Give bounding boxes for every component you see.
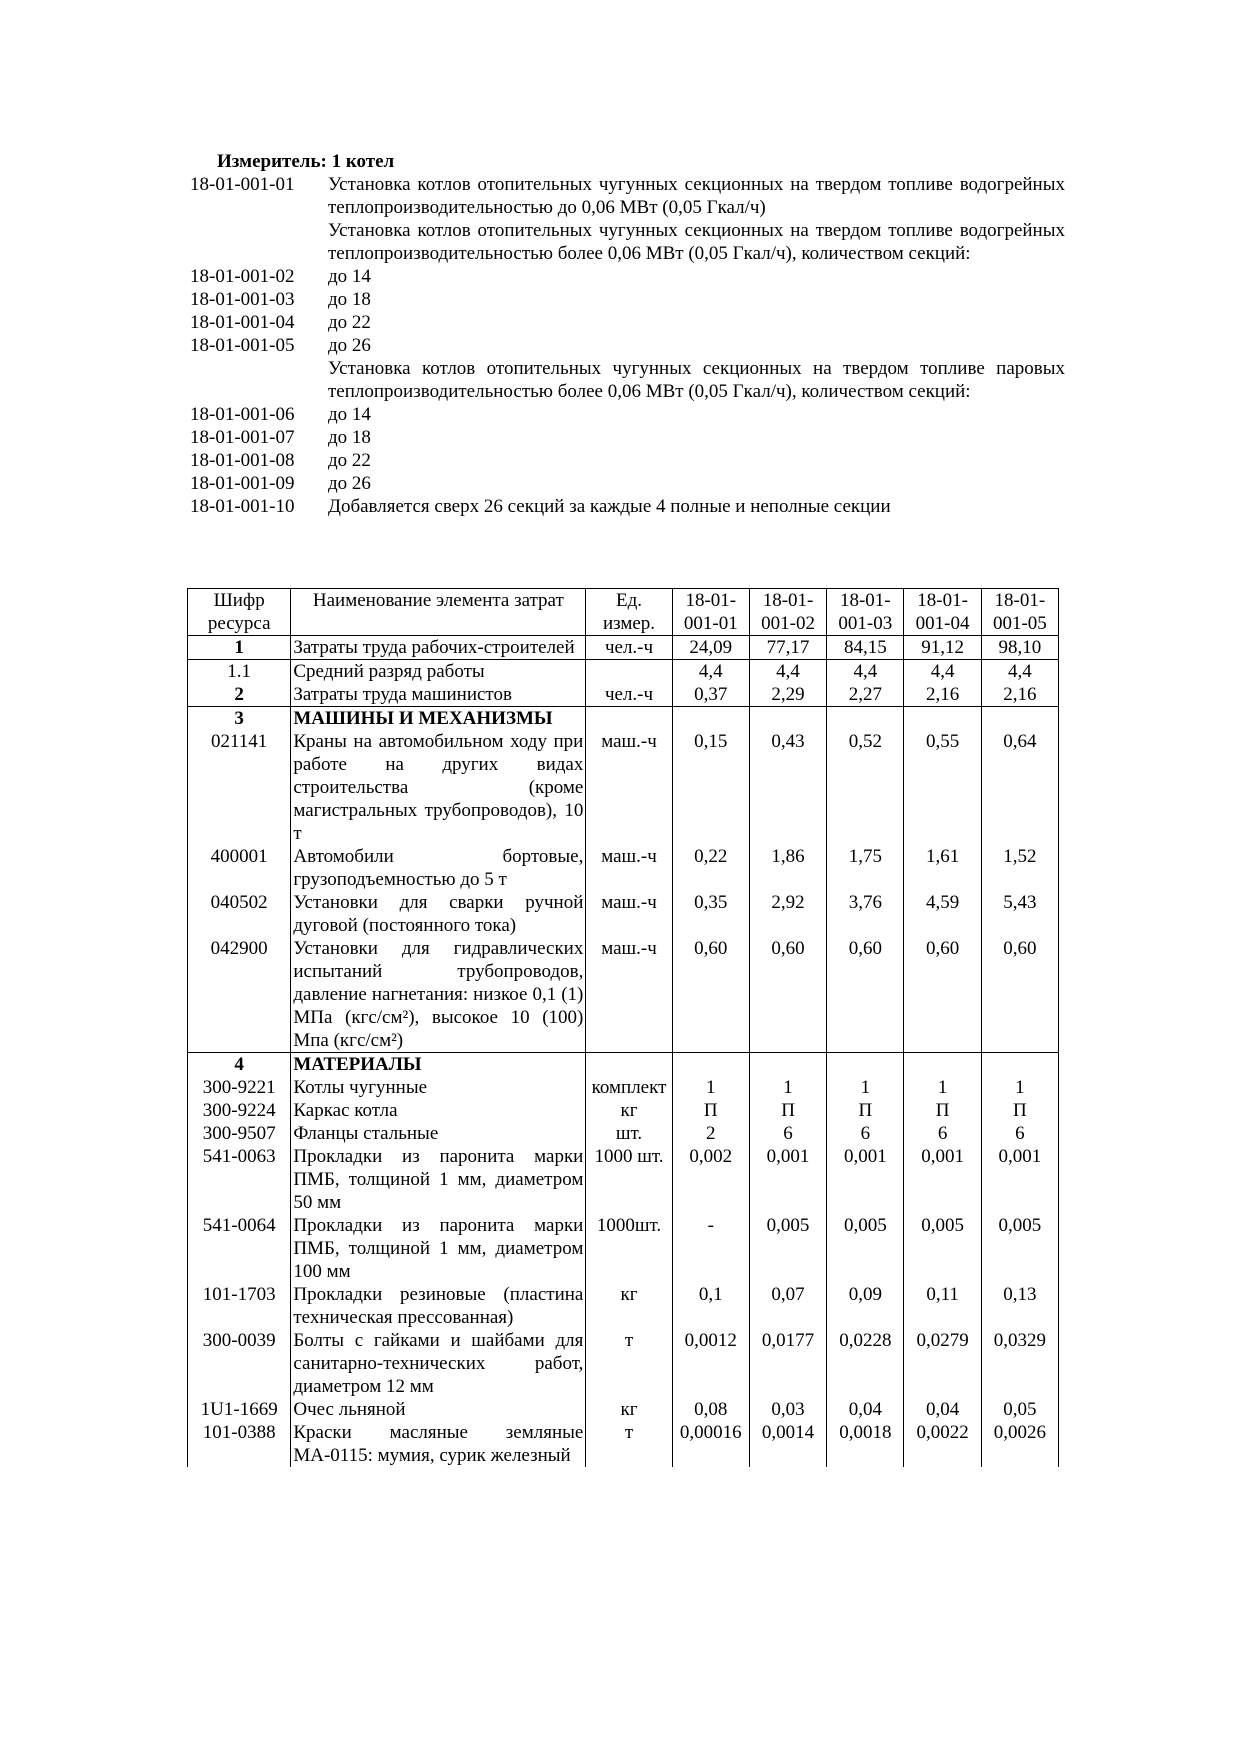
norm-value: 0,0026	[981, 1421, 1058, 1467]
norm-value: 0,002	[672, 1145, 749, 1214]
norm-value	[981, 707, 1058, 731]
intro-text: до 26	[328, 473, 371, 494]
norm-value: 0,52	[827, 730, 904, 845]
norm-value: 0,11	[904, 1283, 981, 1329]
cost-element-name: Установки для сварки ручной дуговой (постоянного тока)	[291, 891, 586, 937]
norm-value: 1	[904, 1076, 981, 1099]
norm-value: 6	[981, 1122, 1058, 1145]
intro-text: до 14	[328, 266, 371, 287]
table-row	[188, 636, 1059, 660]
norm-value: 1,75	[827, 845, 904, 891]
measure-heading: Измеритель: 1 котел	[217, 151, 395, 172]
resource-code: 541-0064	[188, 1214, 291, 1283]
norm-value: 2,29	[749, 683, 826, 707]
table-row	[188, 730, 1059, 845]
unit-of-measure: 1000 шт.	[586, 1145, 672, 1214]
unit-of-measure	[586, 660, 672, 684]
intro-item	[190, 173, 1065, 219]
norm-value: 0,60	[827, 937, 904, 1053]
cost-element-name: Автомобили бортовые, грузоподъемностью до 5 т	[291, 845, 586, 891]
norm-value: 2,92	[749, 891, 826, 937]
norm-value: 0,13	[981, 1283, 1058, 1329]
resource-code: 3	[188, 707, 291, 731]
header-cell: 18-01-001-03	[827, 589, 904, 636]
intro-item	[190, 495, 1065, 518]
cost-element-name: Затраты труда рабочих-строителей	[291, 636, 586, 660]
intro-item	[190, 426, 1065, 449]
norm-value: 0,03	[749, 1398, 826, 1421]
unit-of-measure: комплект	[586, 1076, 672, 1099]
unit-of-measure: маш.-ч	[586, 937, 672, 1053]
unit-of-measure	[586, 1053, 672, 1077]
norm-value	[672, 707, 749, 731]
intro-item	[190, 334, 1065, 357]
resource-code: 040502	[188, 891, 291, 937]
cost-element-name: Прокладки из паронита марки ПМБ, толщиной 1 мм, диаметром 50 мм	[291, 1145, 586, 1214]
norm-value	[749, 1053, 826, 1077]
resource-code: 101-1703	[188, 1283, 291, 1329]
norm-value: 5,43	[981, 891, 1058, 937]
norm-value	[672, 1053, 749, 1077]
norm-value	[904, 707, 981, 731]
norm-value: П	[672, 1099, 749, 1122]
norm-value: 0,1	[672, 1283, 749, 1329]
header-cell: 18-01-001-02	[749, 589, 826, 636]
intro-item	[190, 265, 1065, 288]
resource-code: 021141	[188, 730, 291, 845]
norm-value: 0,0329	[981, 1329, 1058, 1398]
resource-code: 300-9224	[188, 1099, 291, 1122]
table-row	[188, 937, 1059, 1053]
norm-value: 0,22	[672, 845, 749, 891]
norm-value: 2,27	[827, 683, 904, 707]
norm-value: 1,52	[981, 845, 1058, 891]
norm-value: 4,4	[827, 660, 904, 684]
norm-value: П	[904, 1099, 981, 1122]
intro-code: 18-01-001-05	[190, 335, 295, 356]
intro-text: до 18	[328, 289, 371, 310]
norm-value: 0,04	[827, 1398, 904, 1421]
resource-code: 541-0063	[188, 1145, 291, 1214]
intro-item	[190, 219, 1065, 265]
unit-of-measure: шт.	[586, 1122, 672, 1145]
resource-code: 2	[188, 683, 291, 707]
unit-of-measure: маш.-ч	[586, 891, 672, 937]
resource-code: 300-9221	[188, 1076, 291, 1099]
norm-value: 0,60	[981, 937, 1058, 1053]
norm-value: 0,35	[672, 891, 749, 937]
cost-element-name: Очес льняной	[291, 1398, 586, 1421]
intro-text: до 22	[328, 450, 371, 471]
norm-value: 0,0014	[749, 1421, 826, 1467]
unit-of-measure: чел.-ч	[586, 683, 672, 707]
resource-code: 1	[188, 636, 291, 660]
table-row	[188, 1329, 1059, 1398]
intro-code: 18-01-001-02	[190, 266, 295, 287]
intro-code: 18-01-001-01	[190, 174, 295, 195]
norm-value: 2,16	[904, 683, 981, 707]
intro-item	[190, 403, 1065, 426]
norm-value: 0,005	[981, 1214, 1058, 1283]
intro-code: 18-01-001-03	[190, 289, 295, 310]
norm-value: 0,0012	[672, 1329, 749, 1398]
norm-value: 1	[672, 1076, 749, 1099]
norm-value: 1	[749, 1076, 826, 1099]
header-cell: 18-01-001-01	[672, 589, 749, 636]
norm-value: -	[672, 1214, 749, 1283]
header-cell: Ед. измер.	[586, 589, 672, 636]
document-body	[190, 150, 1065, 518]
norm-value: 84,15	[827, 636, 904, 660]
unit-of-measure: кг	[586, 1398, 672, 1421]
unit-of-measure: маш.-ч	[586, 845, 672, 891]
cost-element-name: МАТЕРИАЛЫ	[291, 1053, 586, 1077]
header-cell: Шифр ресурса	[188, 589, 291, 636]
norm-value: 0,08	[672, 1398, 749, 1421]
table-row	[188, 1398, 1059, 1421]
intro-list	[190, 173, 1065, 518]
intro-text: Добавляется сверх 26 секций за каждые 4 полные и неполные секции	[328, 496, 891, 517]
cost-element-name: Прокладки резиновые (пластина техническая прессованная)	[291, 1283, 586, 1329]
norm-value: 2	[672, 1122, 749, 1145]
intro-code: 18-01-001-06	[190, 404, 295, 425]
intro-code: 18-01-001-04	[190, 312, 295, 333]
unit-of-measure: т	[586, 1421, 672, 1467]
unit-of-measure: 1000шт.	[586, 1214, 672, 1283]
cost-element-name: Фланцы стальные	[291, 1122, 586, 1145]
norm-value: П	[981, 1099, 1058, 1122]
norm-value: 6	[749, 1122, 826, 1145]
norm-value	[749, 707, 826, 731]
resource-code: 101-0388	[188, 1421, 291, 1467]
norm-value: 1,61	[904, 845, 981, 891]
cost-element-name: Прокладки из паронита марки ПМБ, толщиной 1 мм, диаметром 100 мм	[291, 1214, 586, 1283]
norm-value: 4,59	[904, 891, 981, 937]
intro-text: до 26	[328, 335, 371, 356]
table-row	[188, 1099, 1059, 1122]
intro-code: 18-01-001-08	[190, 450, 295, 471]
table-row	[188, 707, 1059, 731]
norm-value: 91,12	[904, 636, 981, 660]
norm-value: 0,001	[749, 1145, 826, 1214]
norm-value	[827, 707, 904, 731]
table-row	[188, 1421, 1059, 1467]
norm-value: 0,07	[749, 1283, 826, 1329]
norm-value: 0,005	[827, 1214, 904, 1283]
norm-value: П	[749, 1099, 826, 1122]
table-row	[188, 683, 1059, 707]
norm-value: 1	[981, 1076, 1058, 1099]
norm-value: 0,005	[904, 1214, 981, 1283]
table-row	[188, 1076, 1059, 1099]
table-row	[188, 1214, 1059, 1283]
norm-value: 0,00016	[672, 1421, 749, 1467]
header-cell: 18-01-001-04	[904, 589, 981, 636]
norm-value: 4,4	[904, 660, 981, 684]
resource-code: 300-9507	[188, 1122, 291, 1145]
intro-text: Установка котлов отопительных чугунных секционных на твердом топливе паровых теплопроизводительностью более 0,06 МВт (0,05 Гкал/ч), количеством секций:	[328, 358, 1065, 402]
norm-value: 3,76	[827, 891, 904, 937]
norm-value: 0,0177	[749, 1329, 826, 1398]
cost-element-name: Затраты труда машинистов	[291, 683, 586, 707]
norm-value: 0,001	[827, 1145, 904, 1214]
norm-value: 0,37	[672, 683, 749, 707]
norm-value: 0,0228	[827, 1329, 904, 1398]
norms-table-body	[188, 589, 1059, 1468]
intro-item	[190, 357, 1065, 403]
unit-of-measure	[586, 707, 672, 731]
norm-value: 0,60	[904, 937, 981, 1053]
cost-element-name: Каркас котла	[291, 1099, 586, 1122]
norm-value: 1,86	[749, 845, 826, 891]
norm-value: 4,4	[981, 660, 1058, 684]
unit-of-measure: т	[586, 1329, 672, 1398]
intro-code	[190, 357, 328, 403]
norm-value: 0,09	[827, 1283, 904, 1329]
norm-value: 0,55	[904, 730, 981, 845]
norm-value: 0,43	[749, 730, 826, 845]
resource-code: 4	[188, 1053, 291, 1077]
norm-value	[904, 1053, 981, 1077]
cost-element-name: Средний разряд работы	[291, 660, 586, 684]
table-row	[188, 845, 1059, 891]
cost-element-name: Болты с гайками и шайбами для санитарно-технических работ, диаметром 12 мм	[291, 1329, 586, 1398]
intro-item	[190, 449, 1065, 472]
norm-value: 98,10	[981, 636, 1058, 660]
norm-value: 6	[827, 1122, 904, 1145]
intro-text: Установка котлов отопительных чугунных секционных на твердом топливе водогрейных теплопроизводительностью до 0,06 МВт (0,05 Гкал/ч)	[328, 174, 1065, 218]
resource-code: 300-0039	[188, 1329, 291, 1398]
norm-value: 0,05	[981, 1398, 1058, 1421]
intro-text: до 14	[328, 404, 371, 425]
cost-element-name: Краски масляные земляные МА-0115: мумия, сурик железный	[291, 1421, 586, 1467]
intro-item	[190, 311, 1065, 334]
norm-value: 24,09	[672, 636, 749, 660]
unit-of-measure: кг	[586, 1099, 672, 1122]
norm-value: 1	[827, 1076, 904, 1099]
table-row	[188, 1283, 1059, 1329]
resource-code: 1.1	[188, 660, 291, 684]
table-row	[188, 891, 1059, 937]
norm-value: 0,64	[981, 730, 1058, 845]
intro-text: до 22	[328, 312, 371, 333]
norm-value: 0,60	[672, 937, 749, 1053]
norm-value: 0,001	[904, 1145, 981, 1214]
cost-element-name: Установки для гидравлических испытаний трубопроводов, давление нагнетания: низкое 0,1 (1) МПа (кгс/см²), высокое 10 (100) Мпа (кгс/см²)	[291, 937, 586, 1053]
norm-value: 0,04	[904, 1398, 981, 1421]
unit-of-measure: чел.-ч	[586, 636, 672, 660]
norm-value: 4,4	[749, 660, 826, 684]
norm-value: 0,0018	[827, 1421, 904, 1467]
table-row	[188, 1122, 1059, 1145]
cost-element-name: Краны на автомобильном ходу при работе на других видах строительства (кроме магистральных трубопроводов), 10 т	[291, 730, 586, 845]
norm-value: П	[827, 1099, 904, 1122]
norm-value: 0,60	[749, 937, 826, 1053]
intro-code: 18-01-001-10	[190, 496, 295, 517]
intro-text: до 18	[328, 427, 371, 448]
norm-value: 77,17	[749, 636, 826, 660]
norm-value: 4,4	[672, 660, 749, 684]
header-cell: 18-01-001-05	[981, 589, 1058, 636]
resource-code: 1U1-1669	[188, 1398, 291, 1421]
header-cell: Наименование элемента затрат	[291, 589, 586, 636]
unit-of-measure: кг	[586, 1283, 672, 1329]
norm-value: 0,0022	[904, 1421, 981, 1467]
norm-value: 6	[904, 1122, 981, 1145]
norms-table	[187, 588, 1059, 1467]
resource-code: 400001	[188, 845, 291, 891]
intro-text: Установка котлов отопительных чугунных секционных на твердом топливе водогрейных теплопроизводительностью более 0,06 МВт (0,05 Гкал/ч), количеством секций:	[328, 220, 1065, 264]
norm-value: 0,005	[749, 1214, 826, 1283]
intro-item	[190, 472, 1065, 495]
table-row	[188, 1053, 1059, 1077]
cost-element-name: МАШИНЫ И МЕХАНИЗМЫ	[291, 707, 586, 731]
intro-code	[190, 219, 328, 265]
resource-code: 042900	[188, 937, 291, 1053]
norm-value: 0,0279	[904, 1329, 981, 1398]
norm-value: 0,15	[672, 730, 749, 845]
table-row	[188, 660, 1059, 684]
cost-element-name: Котлы чугунные	[291, 1076, 586, 1099]
table-header-row	[188, 589, 1059, 636]
intro-item	[190, 288, 1065, 311]
table-row	[188, 1145, 1059, 1214]
intro-code: 18-01-001-09	[190, 473, 295, 494]
norm-value: 2,16	[981, 683, 1058, 707]
norm-value: 0,001	[981, 1145, 1058, 1214]
norm-value	[827, 1053, 904, 1077]
norm-value	[981, 1053, 1058, 1077]
intro-code: 18-01-001-07	[190, 427, 295, 448]
unit-of-measure: маш.-ч	[586, 730, 672, 845]
